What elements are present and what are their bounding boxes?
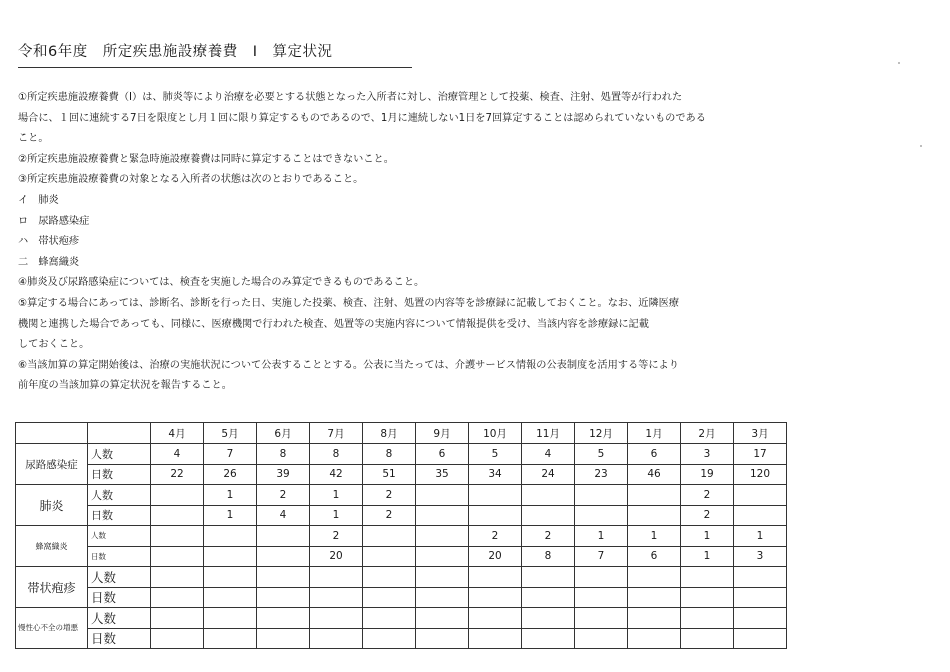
table-row [16, 485, 787, 506]
value-cell [151, 608, 204, 629]
value-cell [151, 546, 204, 567]
value-cell [469, 567, 522, 588]
value-cell [151, 505, 204, 526]
value-cell [204, 608, 257, 629]
table-row [16, 628, 787, 649]
value-cell [257, 587, 310, 608]
table-row [16, 546, 787, 567]
paragraph-line: こと。 [18, 133, 49, 145]
value-cell [416, 485, 469, 506]
table-row [16, 567, 787, 588]
month-header: 9月 [416, 423, 469, 444]
value-cell [257, 546, 310, 567]
value-cell [204, 628, 257, 649]
month-header: 3月 [734, 423, 787, 444]
value-cell: 35 [416, 464, 469, 485]
value-cell [522, 587, 575, 608]
value-cell [522, 485, 575, 506]
value-cell [575, 567, 628, 588]
value-cell: 2 [257, 485, 310, 506]
row-label: 日数 [88, 464, 151, 485]
value-cell [151, 485, 204, 506]
value-cell: 6 [628, 444, 681, 465]
value-cell [469, 628, 522, 649]
month-header: 7月 [310, 423, 363, 444]
calculation-status-table [15, 422, 787, 649]
value-cell [469, 608, 522, 629]
value-cell: 4 [522, 444, 575, 465]
value-cell: 1 [575, 526, 628, 547]
value-cell [734, 628, 787, 649]
value-cell: 1 [204, 505, 257, 526]
month-header: 6月 [257, 423, 310, 444]
value-cell [363, 587, 416, 608]
value-cell [628, 628, 681, 649]
value-cell: 8 [522, 546, 575, 567]
value-cell: 22 [151, 464, 204, 485]
value-cell [151, 526, 204, 547]
value-cell [734, 567, 787, 588]
corner-cell [88, 423, 151, 444]
value-cell: 2 [522, 526, 575, 547]
row-label: 人数 [88, 526, 151, 547]
paragraph-line: ②所定疾患施設療養費と緊急時施設療養費は同時に算定することはできないこと。 [18, 153, 394, 165]
value-cell: 120 [734, 464, 787, 485]
value-cell [628, 567, 681, 588]
value-cell [628, 587, 681, 608]
value-cell: 1 [310, 485, 363, 506]
table-row [16, 505, 787, 526]
scan-speck [920, 145, 922, 147]
row-label: 日数 [88, 505, 151, 526]
value-cell: 1 [204, 485, 257, 506]
row-label: 人数 [88, 608, 151, 629]
value-cell [416, 628, 469, 649]
value-cell: 1 [681, 546, 734, 567]
row-label: 人数 [88, 485, 151, 506]
month-header: 5月 [204, 423, 257, 444]
value-cell: 46 [628, 464, 681, 485]
value-cell [204, 587, 257, 608]
value-cell: 2 [310, 526, 363, 547]
value-cell [628, 485, 681, 506]
value-cell [416, 567, 469, 588]
value-cell [734, 505, 787, 526]
value-cell [575, 485, 628, 506]
header-row [16, 423, 787, 444]
category-label: 蜂窩織炎 [16, 526, 88, 567]
value-cell: 24 [522, 464, 575, 485]
value-cell [416, 526, 469, 547]
value-cell: 23 [575, 464, 628, 485]
value-cell: 17 [734, 444, 787, 465]
value-cell [681, 567, 734, 588]
value-cell [734, 608, 787, 629]
value-cell [681, 587, 734, 608]
value-cell: 3 [734, 546, 787, 567]
value-cell: 3 [681, 444, 734, 465]
value-cell: 1 [681, 526, 734, 547]
month-header: 10月 [469, 423, 522, 444]
value-cell: 7 [204, 444, 257, 465]
value-cell [310, 608, 363, 629]
value-cell: 6 [416, 444, 469, 465]
month-header: 12月 [575, 423, 628, 444]
value-cell [734, 587, 787, 608]
paragraph-line: しておくこと。 [18, 339, 90, 351]
value-cell [522, 505, 575, 526]
category-label: 肺炎 [16, 485, 88, 526]
value-cell [363, 567, 416, 588]
value-cell [681, 628, 734, 649]
value-cell: 2 [363, 505, 416, 526]
value-cell [257, 526, 310, 547]
value-cell: 7 [575, 546, 628, 567]
value-cell: 19 [681, 464, 734, 485]
category-label: 帯状疱疹 [16, 567, 88, 608]
value-cell [310, 567, 363, 588]
value-cell [469, 485, 522, 506]
month-header: 4月 [151, 423, 204, 444]
value-cell: 51 [363, 464, 416, 485]
value-cell: 26 [204, 464, 257, 485]
paragraph-line: ⑤算定する場合にあっては、診断名、診断を行った日、実施した投薬、検査、注射、処置の内容等を診療録に記載しておくこと。なお、近隣医療 [18, 297, 680, 309]
table-row [16, 526, 787, 547]
table-row [16, 587, 787, 608]
value-cell: 5 [469, 444, 522, 465]
month-header: 1月 [628, 423, 681, 444]
value-cell: 1 [310, 505, 363, 526]
value-cell [257, 608, 310, 629]
value-cell [734, 485, 787, 506]
table-row [16, 464, 787, 485]
value-cell [469, 587, 522, 608]
value-cell [151, 567, 204, 588]
paragraph-line: ④肺炎及び尿路感染症については、検査を実施した場合のみ算定できるものであること。 [18, 277, 425, 289]
category-label: 慢性心不全の増悪 [16, 608, 88, 649]
row-label: 人数 [88, 444, 151, 465]
paragraph-line: 機関と連携した場合であっても、同様に、医療機関で行われた検査、処置等の実施内容について情報提供を受け、当該内容を診療録に記載 [18, 318, 649, 330]
value-cell [522, 628, 575, 649]
paragraph-line: ハ 帯状疱疹 [18, 236, 80, 248]
value-cell [522, 608, 575, 629]
value-cell: 20 [469, 546, 522, 567]
category-label: 尿路感染症 [16, 444, 88, 485]
value-cell [363, 608, 416, 629]
paragraph-line: 二 蜂窩織炎 [18, 256, 80, 268]
value-cell: 42 [310, 464, 363, 485]
row-label: 日数 [88, 628, 151, 649]
value-cell [151, 587, 204, 608]
value-cell: 2 [363, 485, 416, 506]
value-cell [575, 628, 628, 649]
value-cell: 5 [575, 444, 628, 465]
value-cell [204, 526, 257, 547]
value-cell: 1 [734, 526, 787, 547]
value-cell: 2 [681, 485, 734, 506]
row-label: 日数 [88, 587, 151, 608]
value-cell [575, 608, 628, 629]
page-title: 令和6年度 所定疾患施設療養費 Ⅰ 算定状況 [18, 40, 412, 68]
value-cell: 34 [469, 464, 522, 485]
month-header: 11月 [522, 423, 575, 444]
value-cell [469, 505, 522, 526]
value-cell: 6 [628, 546, 681, 567]
value-cell: 39 [257, 464, 310, 485]
value-cell: 8 [257, 444, 310, 465]
value-cell [416, 505, 469, 526]
value-cell [416, 608, 469, 629]
scan-speck [898, 62, 900, 64]
value-cell: 4 [257, 505, 310, 526]
value-cell [575, 587, 628, 608]
value-cell [363, 628, 416, 649]
value-cell: 1 [628, 526, 681, 547]
paragraph-line: ロ 尿路感染症 [18, 215, 90, 227]
value-cell: 2 [469, 526, 522, 547]
value-cell: 20 [310, 546, 363, 567]
corner-cell [16, 423, 88, 444]
value-cell [363, 546, 416, 567]
table-row [16, 608, 787, 629]
row-label: 日数 [88, 546, 151, 567]
paragraph-line: ①所定疾患施設療養費（Ⅰ）は、肺炎等により治療を必要とする状態となった入所者に対し、治療管理として投薬、検査、注射、処置等が行われた [18, 92, 683, 103]
value-cell [628, 608, 681, 629]
paragraph-line: ⑥当該加算の算定開始後は、治療の実施状況について公表することとする。公表に当たっては、介護サービス情報の公表制度を活用する等により [18, 359, 679, 371]
value-cell [151, 628, 204, 649]
value-cell [310, 587, 363, 608]
value-cell [204, 567, 257, 588]
paragraph-line: 場合に、１回に連続する7日を限度とし月１回に限り算定するものであるので、1月に連続しない1日を7回算定することは認められていないものである [18, 112, 706, 124]
row-label: 人数 [88, 567, 151, 588]
value-cell: 8 [310, 444, 363, 465]
value-cell [204, 546, 257, 567]
value-cell [310, 628, 363, 649]
value-cell: 2 [681, 505, 734, 526]
value-cell [257, 628, 310, 649]
value-cell [681, 608, 734, 629]
document-body [18, 88, 918, 397]
paragraph-line: イ 肺炎 [18, 194, 59, 206]
paragraph-line: ③所定疾患施設療養費の対象となる入所者の状態は次のとおりであること。 [18, 174, 364, 186]
value-cell [522, 567, 575, 588]
value-cell: 4 [151, 444, 204, 465]
value-cell [628, 505, 681, 526]
value-cell [416, 587, 469, 608]
value-cell [257, 567, 310, 588]
table-row [16, 444, 787, 465]
value-cell [416, 546, 469, 567]
value-cell [363, 526, 416, 547]
month-header: 2月 [681, 423, 734, 444]
paragraph-line: 前年度の当該加算の算定状況を報告すること。 [18, 380, 232, 392]
value-cell [575, 505, 628, 526]
value-cell: 8 [363, 444, 416, 465]
month-header: 8月 [363, 423, 416, 444]
